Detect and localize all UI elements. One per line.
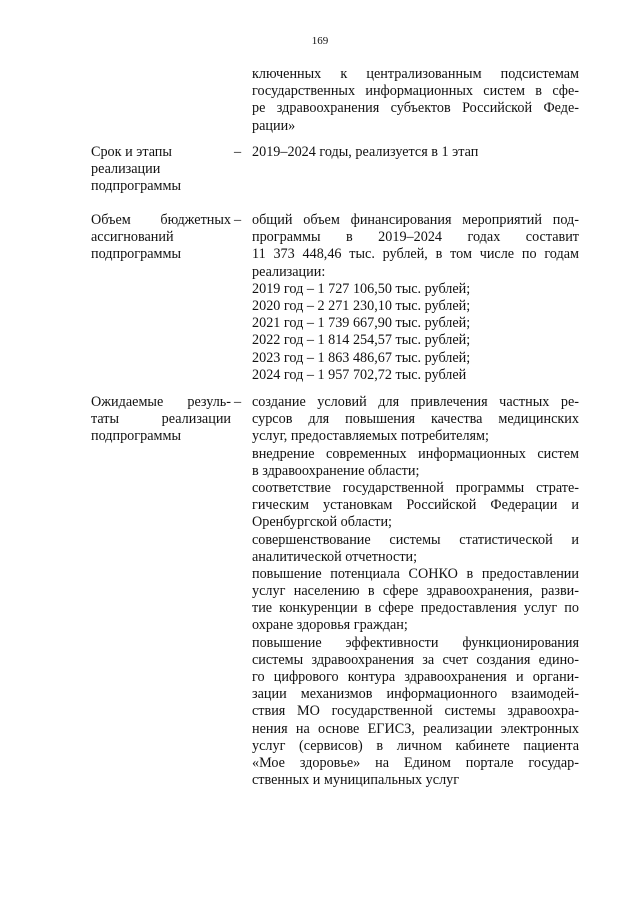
row-dash: –: [234, 212, 242, 228]
text-line: тие конкуренции в сфере предоставления услуг по: [252, 600, 579, 617]
text-line: охране здоровья граждан;: [252, 617, 408, 634]
text-line: 2019 год – 1 727 106,50 тыс. рублей;: [252, 280, 471, 297]
label-line: Срок и этапы: [91, 144, 172, 160]
label-line: ассигнований: [91, 229, 174, 246]
text-line: повышение эффективности функционирования: [252, 634, 579, 651]
text-line: услуг (сервисов) в личном кабинете пациента: [252, 737, 579, 754]
text-line: 2021 год – 1 739 667,90 тыс. рублей;: [252, 315, 471, 332]
text-line: нения на основе ЕГИСЗ, реализации электронных: [252, 720, 579, 737]
intro-text: [252, 66, 579, 135]
row-label: [91, 212, 231, 264]
text-line: ствия МО государственной системы здравоохра-: [252, 703, 579, 720]
label-line: таты реализации: [91, 411, 231, 428]
text-line: зации механизмов информационного взаимодей-: [252, 686, 579, 703]
label-line: реализации: [91, 161, 161, 178]
label-line: подпрограммы: [91, 428, 181, 445]
row-content: [252, 394, 579, 789]
text-line: 2023 год – 1 863 486,67 тыс. рублей;: [252, 349, 471, 366]
row-dash: –: [234, 394, 242, 410]
label-line: Ожидаемые резуль-: [91, 394, 231, 410]
text-line: ре здравоохранения субъектов Российской Феде-: [252, 100, 579, 117]
text-line: 2024 год – 1 957 702,72 тыс. рублей: [252, 366, 467, 383]
row-label: [91, 144, 231, 196]
label-line: Объем бюджетных: [91, 212, 231, 228]
label-line: подпрограммы: [91, 246, 181, 263]
text-line: системы здравоохранения за счет создания едино-: [252, 651, 579, 668]
text-line: совершенствование системы статистической и: [252, 531, 579, 548]
text-line: в здравоохранение области;: [252, 462, 420, 479]
row-label: [91, 394, 231, 446]
text-line: программы в 2019–2024 годах составит: [252, 229, 579, 246]
text-line: повышение потенциала СОНКО в предоставлении: [252, 565, 579, 582]
text-line: услуг, предоставляемых потребителям;: [252, 428, 489, 445]
text-line: Оренбургской области;: [252, 514, 392, 531]
page-number: 169: [311, 35, 329, 47]
text-line: 2019–2024 годы, реализуется в 1 этап: [252, 144, 479, 160]
row-content: [252, 212, 579, 384]
row-dash: –: [234, 144, 242, 160]
text-line: общий объем финансирования мероприятий под-: [252, 212, 579, 228]
text-line: реализации:: [252, 263, 326, 280]
text-line: аналитической отчетности;: [252, 548, 418, 565]
text-line: го цифрового контура здравоохранения и органи-: [252, 669, 579, 685]
text-line: гическим установкам Российской Федерации и: [252, 497, 579, 514]
row-content: [252, 144, 579, 161]
text-line: 2020 год – 2 271 230,10 тыс. рублей;: [252, 297, 471, 314]
text-line: 11 373 448,46 тыс. рублей, в том числе по годам: [252, 246, 579, 263]
text-line: рации»: [252, 117, 296, 134]
text-line: «Мое здоровье» на Едином портале государ-: [252, 754, 579, 771]
text-line: услуг населению в сфере здравоохранения, разви-: [252, 583, 579, 600]
text-line: государственных информационных систем в сфе-: [252, 83, 579, 100]
text-line: ключенных к централизованным подсистемам: [252, 66, 579, 82]
text-line: 2022 год – 1 814 254,57 тыс. рублей;: [252, 332, 471, 349]
text-line: внедрение современных информационных систем: [252, 445, 579, 462]
text-line: ственных и муниципальных услуг: [252, 772, 460, 789]
text-line: сурсов для повышения качества медицинских: [252, 411, 579, 428]
text-line: соответствие государственной программы страте-: [252, 479, 579, 496]
text-line: создание условий для привлечения частных ре-: [252, 394, 579, 410]
label-line: подпрограммы: [91, 178, 181, 195]
